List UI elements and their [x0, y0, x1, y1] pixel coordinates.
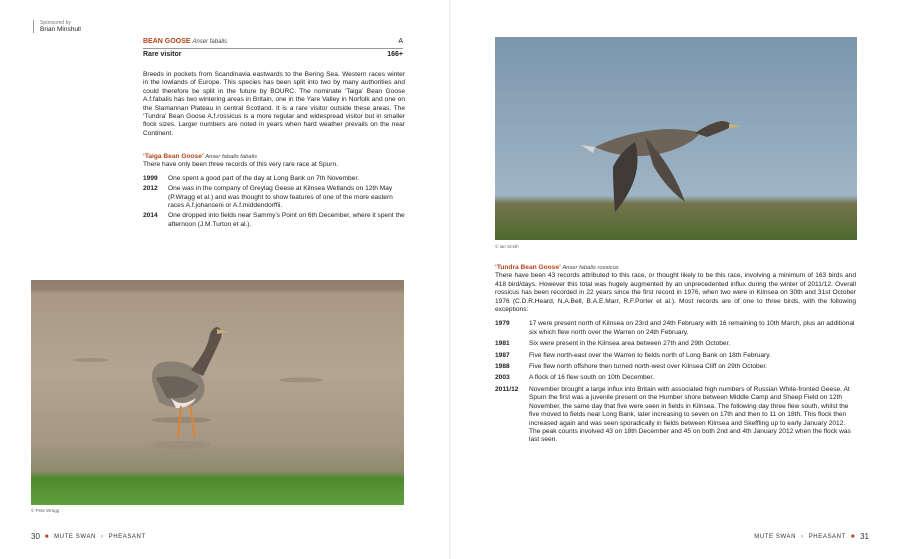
tundra-scientific: Anser fabalis rossicus — [562, 265, 619, 271]
taiga-title: ‘Taiga Bean Goose’ — [143, 153, 204, 160]
record-text: One was in the company of Greylag Geese at Kilnsea Wetlands on 12th May (P.Wragg et al.) and was thought to show features of one of the more eastern races A.f.johanseni or A.f.middendorffii. — [168, 185, 393, 210]
right-page-number: 31 — [860, 532, 869, 541]
record-text: November brought a large influx into Britain with associated high numbers of Russian White-fronted Geese. At Spurn the first was a juvenile present on the Humber shore between Middle Camp and Sheep Field on 12th November, the same day that five were seen in fields in Kilnsea. The following day three flew south, whilst the five moved to fields near Long Bank, later increasing to seven on 17th and then to 11 on 18th. This flock then increased again and was seen sporadically in fields between Kilnsea and Skeffling up to early January 2012. The peak counts involved 43 on 18th December and 45 on both 2nd and 4th January 2012 when the flock was last seen. — [529, 385, 851, 444]
record-year: 2011/12 — [495, 385, 519, 393]
record-text: Five flew north offshore then turned north-west over Kilnsea Cliff on 29th October. — [529, 363, 767, 371]
standing-goose-illustration — [31, 280, 404, 505]
tundra-title: ‘Tundra Bean Goose’ — [495, 264, 561, 271]
record-year: 1988 — [495, 363, 510, 371]
record-year: 2003 — [495, 374, 510, 382]
taiga-heading — [143, 153, 405, 161]
running-head-b: PHEASANT — [808, 533, 846, 540]
record-text: Five flew north-east over the Warren to fields north of Long Bank on 18th February. — [529, 351, 771, 359]
flying-photo-credit: © Ian Smith — [495, 244, 519, 249]
tundra-section — [495, 264, 856, 445]
header-divider — [143, 48, 403, 49]
sponsor-box — [33, 20, 81, 33]
record-text: One spent a good part of the day at Long Bank on 7th November. — [168, 174, 359, 182]
flying-goose-photo — [495, 37, 857, 240]
record-text: A flock of 16 flew south on 10th December. — [529, 374, 654, 382]
standing-goose-photo — [31, 280, 404, 505]
standing-photo-credit: © Pete Wragg — [31, 508, 60, 513]
running-head-a: MUTE SWAN — [754, 533, 797, 540]
footer-bullet: ■ — [44, 533, 50, 540]
footer-left — [31, 532, 146, 541]
species-name: BEAN GOOSE — [143, 38, 191, 45]
record-row — [495, 352, 856, 360]
taiga-scientific: Anser fabalis fabalis — [205, 154, 258, 160]
record-year: 1979 — [495, 320, 510, 328]
record-row — [495, 340, 856, 348]
species-scientific: Anser fabalis — [192, 39, 228, 45]
species-status: Rare visitor — [143, 51, 182, 58]
footer-right — [754, 532, 869, 541]
record-year: 2012 — [143, 185, 158, 193]
left-page-number: 30 — [31, 532, 40, 541]
chevron-right-icon: › — [801, 533, 804, 540]
record-row — [143, 175, 405, 183]
species-title — [143, 37, 227, 47]
species-category: A — [398, 38, 403, 45]
footer-bullet: ■ — [850, 533, 856, 540]
record-row — [495, 363, 856, 371]
record-row — [143, 212, 405, 229]
tundra-heading — [495, 264, 856, 272]
taiga-section — [143, 153, 405, 229]
record-row — [495, 386, 856, 445]
record-text: 17 were present north of Kilnsea on 23rd and 24th February with 16 remaining to 10th March, plus an additional six which flew north over the Warren on 24th February. — [529, 320, 855, 336]
record-year: 2014 — [143, 212, 158, 220]
record-year: 1981 — [495, 340, 510, 348]
record-row — [495, 320, 856, 337]
running-head-b: PHEASANT — [108, 533, 146, 540]
species-header — [143, 37, 403, 60]
species-count: 166+ — [387, 51, 403, 58]
record-year: 1987 — [495, 351, 510, 359]
running-head-a: MUTE SWAN — [54, 533, 96, 540]
intro-paragraph: Breeds in pockets from Scandinavia eastwards to the Bering Sea. Western races winter in the lowlands of Europe. This species has been split into two by many authorities and could therefore be split in the future by BOURC. The nominate ‘Taiga’ Bean Goose A.f.fabalis has two wintering areas in Britain, one in the Yare Valley in Norfolk and one on the Slamannan Plateau in central Scotland. It is a rare visitor outside these areas. The ‘Tundra’ Bean Goose A.f.rossicus is a more regular and widespread visitor but in smaller flock sizes. Larger numbers are noted in years when hard weather prevails on the near Continent. — [143, 71, 405, 137]
record-year: 1999 — [143, 174, 158, 182]
record-row — [143, 185, 405, 210]
record-row — [495, 374, 856, 382]
chevron-right-icon: › — [100, 533, 104, 540]
taiga-summary: There have only been three records of this very rare race at Spurn. — [143, 161, 338, 169]
record-text: One dropped into fields near Sammy’s Point on 6th December, where it spent the afternoon (J.M.Turton et al.). — [168, 212, 405, 228]
record-text: Six were present in the Kilnsea area between 27th and 29th October. — [529, 340, 731, 348]
sponsor-label: Sponsored by — [40, 20, 71, 26]
tundra-summary: There have been 43 records attributed to this race, or thought likely to be this race, involving a minimum of 163 birds and 418 bird/days. However this total was hugely augmented by an unprecedented influx during the winter of 2011/12. Overall rossicus has been recorded in 22 years since the first record in 1976, when two were in Kilnsea on 30th and 31st October 1976 (C.D.R.Heard, N.A.Bell, B.A.E.Marr, R.F.Porter et al.). Most records are of one to three birds, with the following exceptions: — [495, 272, 856, 314]
flying-goose-illustration — [495, 37, 857, 240]
sponsor-name: Brian Minshull — [40, 26, 81, 33]
